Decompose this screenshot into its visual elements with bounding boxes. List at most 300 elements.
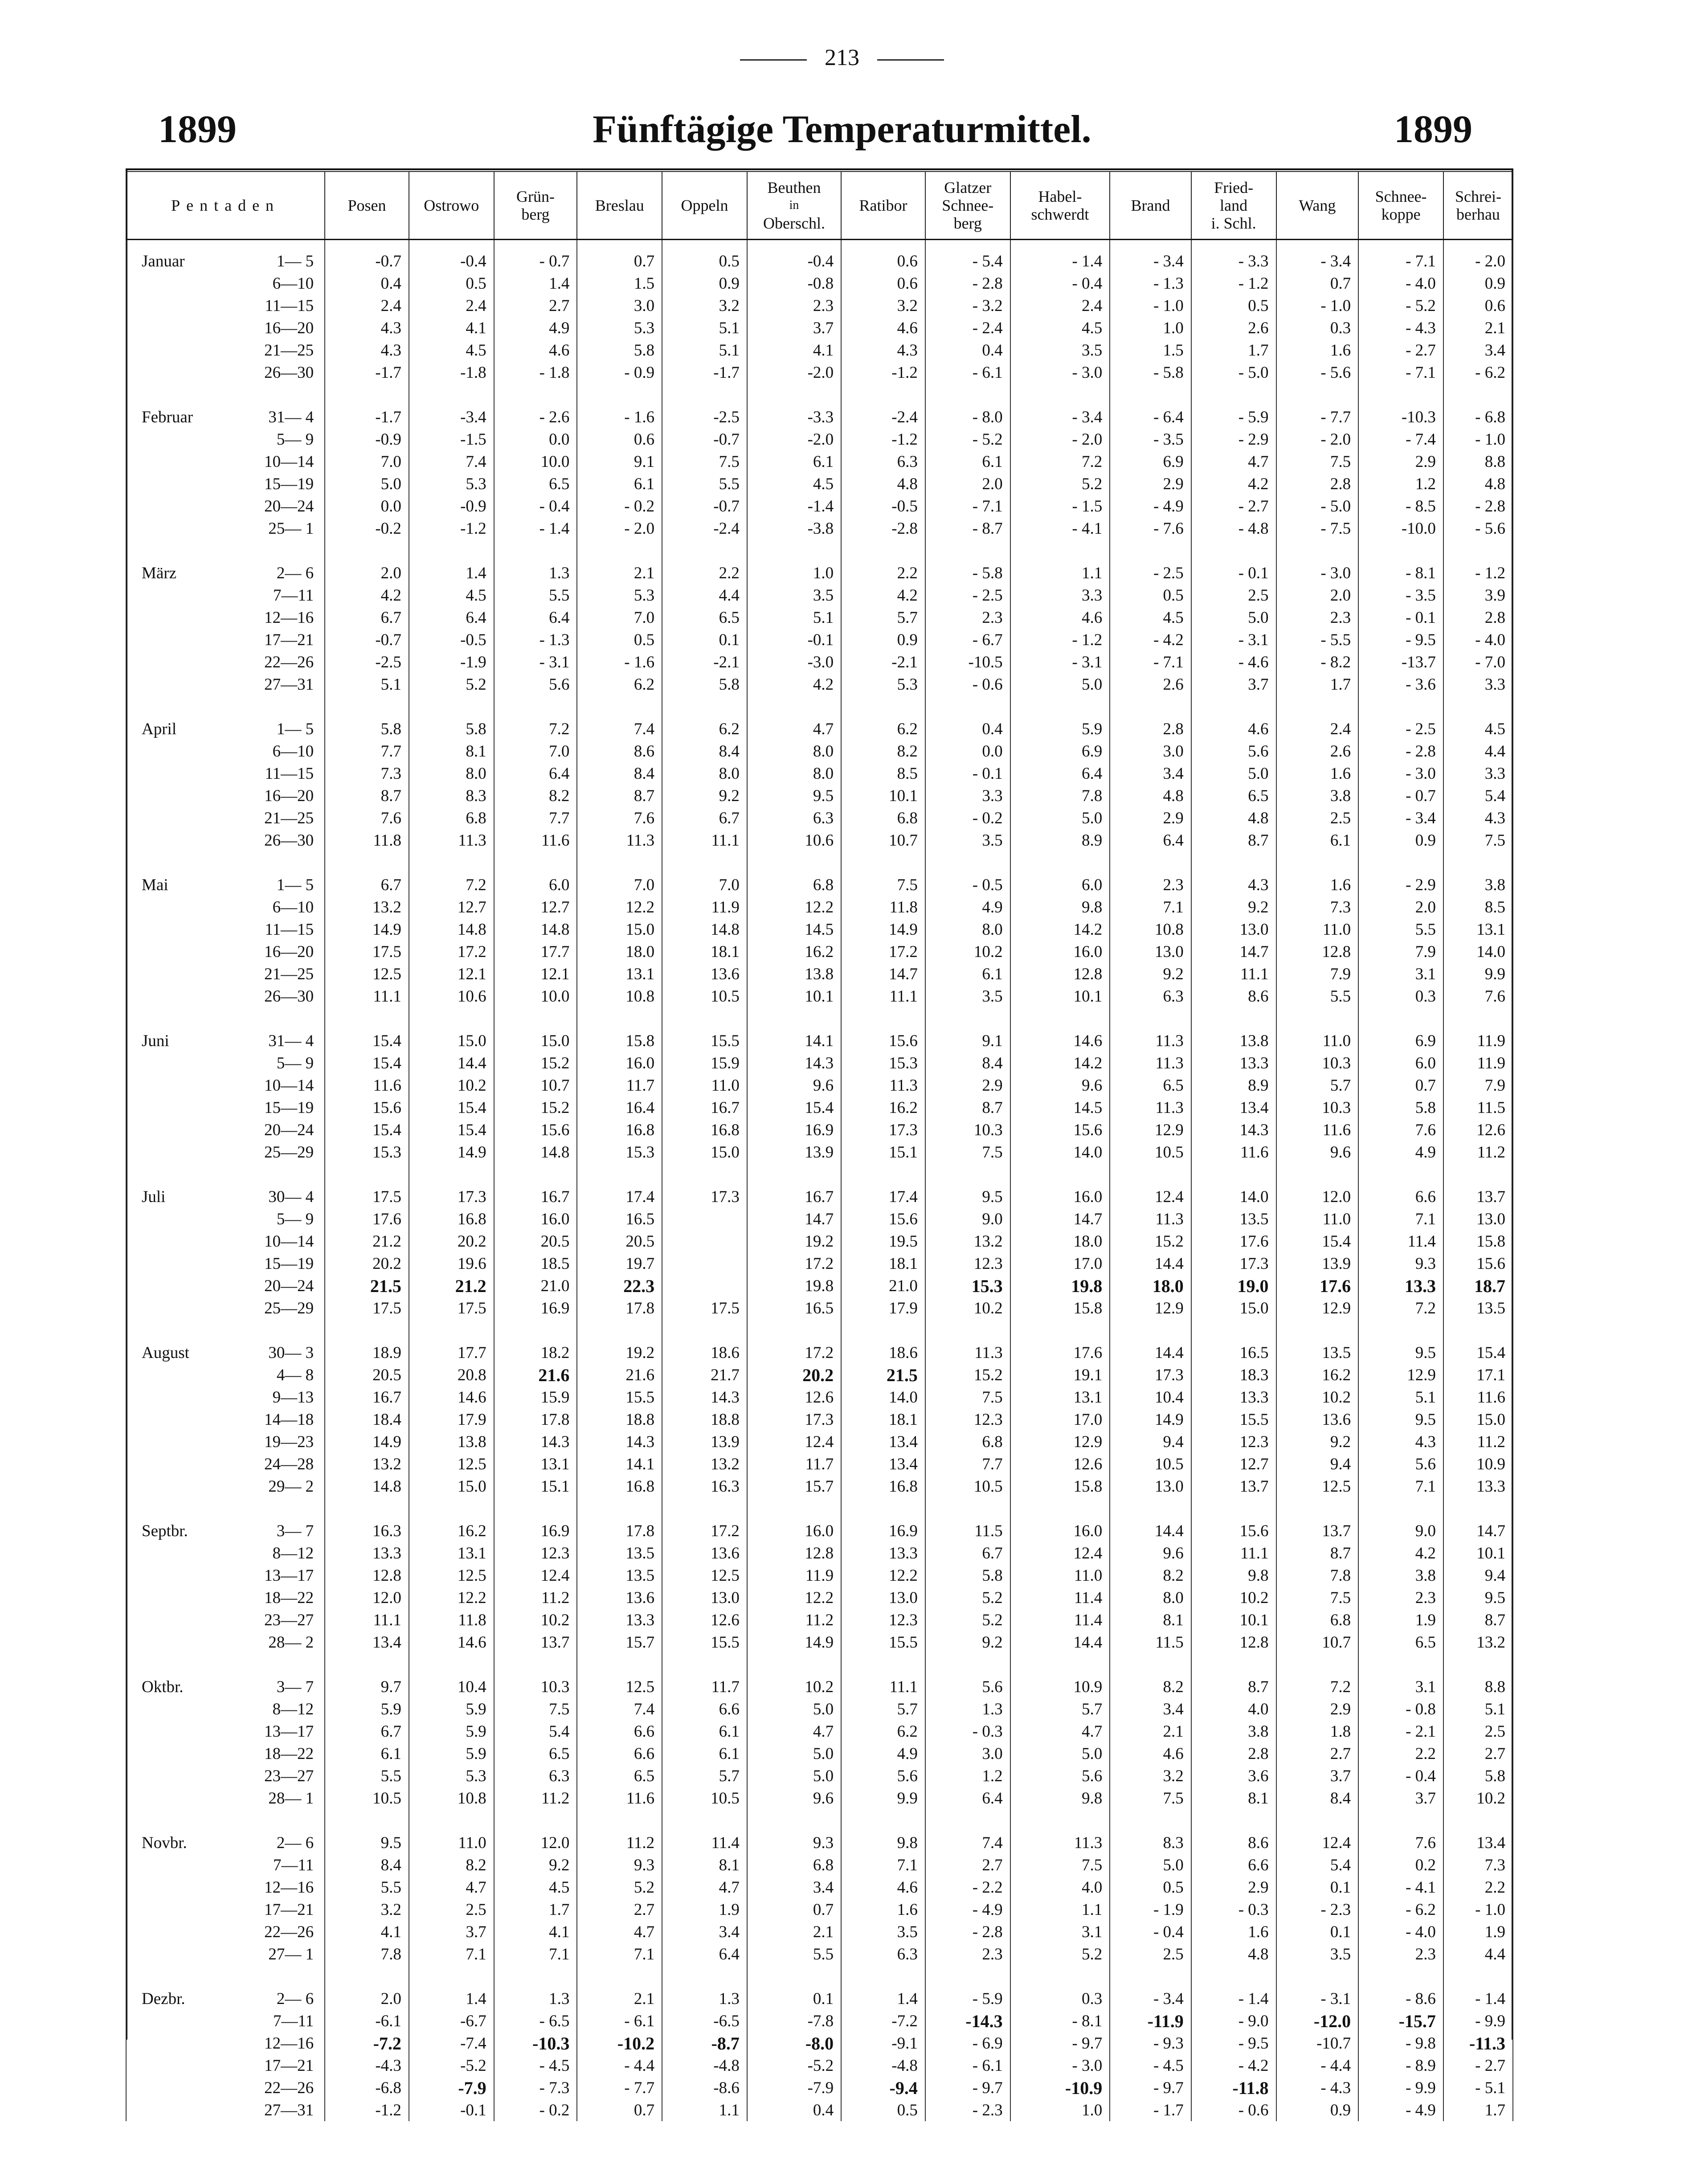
temperature-cell: 7.0 [577, 606, 662, 629]
table-row [126, 941, 1513, 963]
temperature-cell: 6.1 [577, 473, 662, 495]
temperature-cell: - 1.4 [1191, 1978, 1276, 2010]
gap-cell [662, 1809, 747, 1822]
month-label: April [126, 708, 222, 740]
temperature-cell: - 9.7 [1110, 2077, 1191, 2099]
temperature-cell: - 2.8 [925, 272, 1010, 294]
temperature-cell: 2.4 [325, 294, 409, 317]
temperature-cell: 9.5 [1358, 1332, 1443, 1364]
gap-cell [1276, 1497, 1359, 1510]
temperature-cell: 5.8 [325, 708, 409, 740]
pentade-range: 18—22 [222, 1587, 325, 1609]
temperature-cell: 2.1 [577, 552, 662, 584]
temperature-cell: 19.1 [1010, 1364, 1110, 1386]
temperature-cell: 2.5 [409, 1898, 494, 1921]
temperature-cell: 14.6 [409, 1386, 494, 1408]
temperature-cell: 0.5 [577, 629, 662, 651]
gap-cell [1010, 1809, 1110, 1822]
gap-cell [662, 384, 747, 396]
temperature-cell: 5.7 [1276, 1074, 1359, 1096]
gap-cell [747, 384, 841, 396]
temperature-cell: 15.5 [577, 1386, 662, 1408]
temperature-cell [1010, 2077, 1110, 2099]
temperature-cell: 4.0 [1010, 1876, 1110, 1898]
gap-cell [925, 1497, 1010, 1510]
gap-cell [1443, 384, 1513, 396]
temperature-cell: - 4.5 [494, 2054, 577, 2077]
temperature-cell: 1.3 [925, 1698, 1010, 1720]
temperature-cell: 10.5 [325, 1787, 409, 1809]
temperature-cell: 15.7 [577, 1631, 662, 1653]
temperature-cell: - 1.3 [1110, 272, 1191, 294]
gap-cell [494, 1163, 577, 1176]
temperature-cell: 14.8 [494, 918, 577, 941]
temperature-cell: 7.0 [577, 864, 662, 896]
temperature-cell: 19.2 [747, 1230, 841, 1252]
temperature-cell: - 5.8 [1110, 361, 1191, 384]
temperature-cell: - 3.4 [1276, 240, 1359, 273]
temperature-cell: - 4.0 [1358, 272, 1443, 294]
table-row [126, 963, 1513, 985]
temperature-cell: 4.7 [662, 1876, 747, 1898]
temperature-cell: 10.9 [1443, 1453, 1513, 1475]
month-label [126, 829, 222, 851]
pentade-range: 3— 7 [222, 1666, 325, 1698]
temperature-cell: 6.8 [747, 1854, 841, 1876]
temperature-cell: 16.2 [841, 1096, 925, 1119]
temperature-cell: 12.8 [1191, 1631, 1276, 1653]
temperature-cell: - 3.0 [1010, 361, 1110, 384]
extreme-value: -11.3 [1469, 2033, 1505, 2053]
temperature-cell: - 3.5 [1110, 428, 1191, 450]
temperature-cell: -1.7 [662, 361, 747, 384]
temperature-cell: 5.0 [1191, 606, 1276, 629]
temperature-cell: 14.5 [747, 918, 841, 941]
temperature-cell: - 0.4 [1358, 1765, 1443, 1787]
temperature-cell: - 4.1 [1358, 1876, 1443, 1898]
temperature-cell: 0.7 [747, 1898, 841, 1921]
temperature-cell: 4.3 [1443, 807, 1513, 829]
temperature-cell: 5.8 [662, 673, 747, 695]
month-label [126, 1453, 222, 1475]
gap-cell [222, 1965, 325, 1978]
gap-cell [925, 1007, 1010, 1020]
month-label: August [126, 1332, 222, 1364]
temperature-cell [1191, 1275, 1276, 1297]
temperature-cell: 0.0 [494, 428, 577, 450]
temperature-cell: 15.6 [494, 1119, 577, 1141]
pentade-range: 3— 7 [222, 1510, 325, 1542]
temperature-cell: - 1.4 [1010, 240, 1110, 273]
temperature-cell: 8.9 [1191, 1074, 1276, 1096]
temperature-cell: 4.7 [1010, 1720, 1110, 1742]
temperature-cell: - 2.0 [1443, 240, 1513, 273]
temperature-cell: 3.9 [1443, 584, 1513, 606]
temperature-cell: 13.9 [1276, 1252, 1359, 1275]
temperature-cell: 15.6 [841, 1208, 925, 1230]
pentade-range: 31— 4 [222, 1020, 325, 1052]
temperature-cell: - 1.0 [1276, 294, 1359, 317]
month-label [126, 1943, 222, 1965]
temperature-cell: 7.8 [325, 1943, 409, 1965]
temperature-cell: 5.7 [841, 606, 925, 629]
temperature-cell: 13.3 [577, 1609, 662, 1631]
temperature-cell: 21.0 [841, 1275, 925, 1297]
table-row [126, 272, 1513, 294]
pentade-range: 10—14 [222, 1074, 325, 1096]
temperature-cell: 0.5 [1191, 294, 1276, 317]
temperature-cell: 16.0 [1010, 1510, 1110, 1542]
gap-cell [1010, 1497, 1110, 1510]
table-row [126, 2077, 1513, 2099]
temperature-cell: 16.3 [662, 1475, 747, 1497]
month-label [126, 1074, 222, 1096]
header-station-9 [1110, 172, 1191, 240]
pentade-range: 28— 1 [222, 1787, 325, 1809]
month-gap [126, 851, 1513, 864]
table-row [126, 651, 1513, 673]
month-label [126, 1698, 222, 1720]
temperature-cell: 9.4 [1443, 1564, 1513, 1587]
temperature-cell: 18.8 [662, 1408, 747, 1431]
temperature-cell: 2.1 [747, 1921, 841, 1943]
temperature-cell: 19.5 [841, 1230, 925, 1252]
temperature-cell [662, 1252, 747, 1275]
temperature-cell: 16.7 [747, 1176, 841, 1208]
gap-cell [126, 695, 222, 708]
temperature-cell: 0.9 [1443, 272, 1513, 294]
temperature-cell: 11.8 [841, 896, 925, 918]
temperature-cell: 8.2 [1110, 1564, 1191, 1587]
temperature-cell: 4.1 [747, 339, 841, 361]
gap-cell [1276, 1809, 1359, 1822]
table-row [126, 1666, 1513, 1698]
temperature-cell: 12.2 [409, 1587, 494, 1609]
temperature-cell: - 4.9 [1358, 2099, 1443, 2121]
gap-cell [1443, 1965, 1513, 1978]
temperature-cell: 15.6 [841, 1020, 925, 1052]
gap-cell [409, 1965, 494, 1978]
temperature-cell: 19.7 [577, 1252, 662, 1275]
temperature-cell: -1.7 [325, 361, 409, 384]
temperature-cell: 17.4 [841, 1176, 925, 1208]
temperature-cell: 2.2 [1443, 1876, 1513, 1898]
gap-cell [1443, 1163, 1513, 1176]
temperature-cell: - 2.8 [1443, 495, 1513, 517]
temperature-cell: 7.5 [1110, 1787, 1191, 1809]
temperature-cell: 16.7 [325, 1386, 409, 1408]
header-station-12 [1358, 172, 1443, 240]
temperature-cell: 15.6 [325, 1096, 409, 1119]
temperature-cell: 8.1 [409, 740, 494, 762]
temperature-cell: 3.4 [1110, 762, 1191, 785]
temperature-cell: 7.6 [577, 807, 662, 829]
temperature-cell: 5.1 [325, 673, 409, 695]
temperature-cell: - 5.6 [1276, 361, 1359, 384]
temperature-cell: 5.3 [841, 673, 925, 695]
temperature-cell: 16.2 [1276, 1364, 1359, 1386]
temperature-cell: - 6.4 [1110, 396, 1191, 428]
temperature-cell: 5.4 [494, 1720, 577, 1742]
temperature-cell: 17.7 [409, 1332, 494, 1364]
temperature-cell: 5.5 [747, 1943, 841, 1965]
temperature-cell [494, 2032, 577, 2054]
temperature-cell: 14.4 [1110, 1510, 1191, 1542]
temperature-table [126, 171, 1513, 2121]
temperature-cell: 5.9 [409, 1698, 494, 1720]
temperature-cell: 9.6 [1276, 1141, 1359, 1163]
gap-cell [494, 384, 577, 396]
temperature-cell: - 1.2 [1191, 272, 1276, 294]
gap-cell [126, 384, 222, 396]
temperature-cell: 6.0 [494, 864, 577, 896]
temperature-cell: 0.3 [1358, 985, 1443, 1007]
temperature-cell: 13.8 [1191, 1020, 1276, 1052]
gap-cell [925, 540, 1010, 552]
gap-cell [325, 1319, 409, 1332]
month-label: Septbr. [126, 1510, 222, 1542]
temperature-cell: 16.8 [577, 1119, 662, 1141]
temperature-cell: 7.5 [925, 1141, 1010, 1163]
temperature-cell: 6.1 [325, 1742, 409, 1765]
table-row [126, 1765, 1513, 1787]
extreme-value: 19.8 [1071, 1276, 1103, 1296]
temperature-cell: 8.7 [1276, 1542, 1359, 1564]
temperature-cell: 11.0 [1276, 1208, 1359, 1230]
temperature-cell: 13.6 [1276, 1408, 1359, 1431]
gap-cell [494, 851, 577, 864]
gap-cell [1010, 1163, 1110, 1176]
temperature-cell: - 3.4 [1110, 1978, 1191, 2010]
temperature-cell: 15.1 [841, 1141, 925, 1163]
temperature-cell: -13.7 [1358, 651, 1443, 673]
temperature-cell: 10.1 [841, 785, 925, 807]
table-row [126, 896, 1513, 918]
temperature-cell: 1.7 [1191, 339, 1276, 361]
temperature-cell: -0.7 [325, 240, 409, 273]
temperature-cell: 4.2 [1191, 473, 1276, 495]
temperature-cell: 2.0 [925, 473, 1010, 495]
gap-cell [222, 540, 325, 552]
temperature-cell: 14.7 [747, 1208, 841, 1230]
temperature-cell: 11.9 [662, 896, 747, 918]
temperature-cell: 17.6 [1191, 1230, 1276, 1252]
extreme-value: 21.2 [455, 1276, 486, 1296]
temperature-cell: 11.2 [1443, 1141, 1513, 1163]
temperature-cell: 5.2 [925, 1609, 1010, 1631]
month-label [126, 1876, 222, 1898]
temperature-cell: 7.7 [494, 807, 577, 829]
gap-cell [841, 1809, 925, 1822]
gap-cell [1443, 1007, 1513, 1020]
temperature-cell: 15.9 [662, 1052, 747, 1074]
temperature-cell: 6.5 [577, 1765, 662, 1787]
temperature-cell: 4.9 [925, 896, 1010, 918]
pentade-range: 21—25 [222, 807, 325, 829]
month-gap [126, 1163, 1513, 1176]
temperature-cell: 11.9 [1443, 1052, 1513, 1074]
month-label [126, 1854, 222, 1876]
temperature-cell: 11.6 [1191, 1141, 1276, 1163]
temperature-cell: 16.9 [494, 1297, 577, 1319]
temperature-cell: 8.7 [577, 785, 662, 807]
temperature-cell: 10.8 [577, 985, 662, 1007]
temperature-cell: 5.2 [577, 1876, 662, 1898]
temperature-cell: - 5.6 [1443, 517, 1513, 540]
temperature-cell: 7.3 [325, 762, 409, 785]
temperature-cell: 4.6 [1010, 606, 1110, 629]
temperature-cell: 14.7 [1191, 941, 1276, 963]
temperature-cell: - 6.9 [925, 2032, 1010, 2054]
temperature-cell: 16.5 [1191, 1332, 1276, 1364]
temperature-cell: 18.9 [325, 1332, 409, 1364]
temperature-cell: 12.9 [1010, 1431, 1110, 1453]
temperature-cell: 4.7 [747, 1720, 841, 1742]
temperature-cell: 5.0 [747, 1765, 841, 1787]
temperature-cell: 2.1 [1110, 1720, 1191, 1742]
temperature-cell: 9.3 [1358, 1252, 1443, 1275]
temperature-cell: 7.2 [1276, 1666, 1359, 1698]
temperature-cell [925, 1275, 1010, 1297]
dash-right [877, 59, 944, 61]
temperature-cell: 5.6 [1010, 1765, 1110, 1787]
temperature-cell: 13.2 [325, 896, 409, 918]
temperature-cell: 4.5 [494, 1876, 577, 1898]
temperature-cell: 4.6 [841, 317, 925, 339]
gap-cell [494, 1653, 577, 1666]
pentade-range: 23—27 [222, 1765, 325, 1787]
temperature-cell: 5.6 [1358, 1453, 1443, 1475]
temperature-cell: 7.7 [925, 1453, 1010, 1475]
pentade-range: 7—11 [222, 584, 325, 606]
table-row [126, 1698, 1513, 1720]
temperature-cell: 18.8 [577, 1408, 662, 1431]
temperature-cell: - 5.0 [1276, 495, 1359, 517]
month-label [126, 473, 222, 495]
temperature-cell: 11.0 [662, 1074, 747, 1096]
pentade-range: 1— 5 [222, 708, 325, 740]
table-row [126, 1297, 1513, 1319]
gap-cell [1110, 1809, 1191, 1822]
temperature-cell: 3.4 [1110, 1698, 1191, 1720]
pentade-range: 10—14 [222, 450, 325, 473]
month-gap [126, 1965, 1513, 1978]
temperature-cell: 21.0 [494, 1275, 577, 1297]
extreme-value: -10.3 [532, 2033, 570, 2053]
temperature-cell: 11.7 [577, 1074, 662, 1096]
temperature-cell: 6.4 [1010, 762, 1110, 785]
pentade-range: 5— 9 [222, 428, 325, 450]
temperature-cell: 20.2 [409, 1230, 494, 1252]
temperature-cell: 12.5 [409, 1564, 494, 1587]
temperature-cell: -10.7 [1276, 2032, 1359, 2054]
temperature-cell: 14.9 [325, 918, 409, 941]
gap-cell [577, 1007, 662, 1020]
temperature-cell: 9.2 [494, 1854, 577, 1876]
temperature-cell: 13.8 [409, 1431, 494, 1453]
month-label [126, 1921, 222, 1943]
temperature-cell: 6.2 [577, 673, 662, 695]
temperature-cell: 2.7 [1276, 1742, 1359, 1765]
temperature-cell: - 2.5 [925, 584, 1010, 606]
temperature-cell: 14.7 [1010, 1208, 1110, 1230]
gap-cell [577, 1965, 662, 1978]
temperature-cell: 6.6 [577, 1742, 662, 1765]
temperature-cell: 5.7 [841, 1698, 925, 1720]
temperature-cell: 1.3 [494, 1978, 577, 2010]
header-station-line: Wang [1299, 196, 1336, 214]
temperature-cell: 0.1 [747, 1978, 841, 2010]
header-station-13 [1443, 172, 1513, 240]
temperature-cell: 12.2 [747, 1587, 841, 1609]
temperature-cell: 3.3 [1010, 584, 1110, 606]
temperature-cell: 12.9 [1110, 1119, 1191, 1141]
temperature-cell: - 4.3 [1358, 317, 1443, 339]
temperature-cell: -1.2 [409, 517, 494, 540]
temperature-cell: - 8.7 [925, 517, 1010, 540]
temperature-cell: 7.3 [1443, 1854, 1513, 1876]
month-label [126, 1119, 222, 1141]
gap-cell [1358, 1163, 1443, 1176]
pentade-range: 15—19 [222, 473, 325, 495]
temperature-cell: 3.7 [1191, 673, 1276, 695]
temperature-cell: - 1.5 [1010, 495, 1110, 517]
temperature-cell: 8.6 [577, 740, 662, 762]
temperature-cell: -6.1 [325, 2010, 409, 2032]
temperature-cell: - 1.2 [1443, 552, 1513, 584]
temperature-cell: 5.9 [409, 1720, 494, 1742]
temperature-cell: - 3.1 [1010, 651, 1110, 673]
temperature-cell: 15.0 [662, 1141, 747, 1163]
temperature-cell: 12.8 [747, 1542, 841, 1564]
temperature-cell: 7.4 [925, 1822, 1010, 1854]
temperature-cell: 11.4 [1010, 1587, 1110, 1609]
temperature-cell: -2.1 [662, 651, 747, 673]
temperature-cell: 2.1 [1443, 317, 1513, 339]
temperature-cell: 9.5 [325, 1822, 409, 1854]
temperature-cell: 12.3 [841, 1609, 925, 1631]
temperature-cell: 10.8 [1110, 918, 1191, 941]
gap-cell [1110, 1163, 1191, 1176]
temperature-cell: 16.3 [325, 1510, 409, 1542]
temperature-cell: 4.4 [662, 584, 747, 606]
gap-cell [1191, 1653, 1276, 1666]
temperature-cell: 4.9 [494, 317, 577, 339]
temperature-cell: 11.3 [409, 829, 494, 851]
temperature-cell: 12.5 [1276, 1475, 1359, 1497]
pentade-range: 19—23 [222, 1431, 325, 1453]
temperature-cell: 5.2 [1010, 473, 1110, 495]
temperature-cell: 19.8 [747, 1275, 841, 1297]
temperature-cell: 1.4 [409, 1978, 494, 2010]
temperature-cell: 12.9 [1110, 1297, 1191, 1319]
temperature-cell: 3.8 [1358, 1564, 1443, 1587]
table-row [126, 450, 1513, 473]
temperature-cell: 1.2 [1358, 473, 1443, 495]
month-label [126, 673, 222, 695]
gap-cell [1443, 1319, 1513, 1332]
temperature-cell: 10.3 [1276, 1052, 1359, 1074]
temperature-cell: 1.1 [1010, 552, 1110, 584]
temperature-cell: 12.1 [494, 963, 577, 985]
temperature-cell: 15.5 [662, 1631, 747, 1653]
temperature-cell: -2.5 [662, 396, 747, 428]
temperature-cell: 10.6 [409, 985, 494, 1007]
temperature-cell: 8.4 [925, 1052, 1010, 1074]
temperature-cell: 11.3 [1110, 1208, 1191, 1230]
temperature-cell: 13.8 [747, 963, 841, 985]
temperature-cell: - 8.0 [925, 396, 1010, 428]
